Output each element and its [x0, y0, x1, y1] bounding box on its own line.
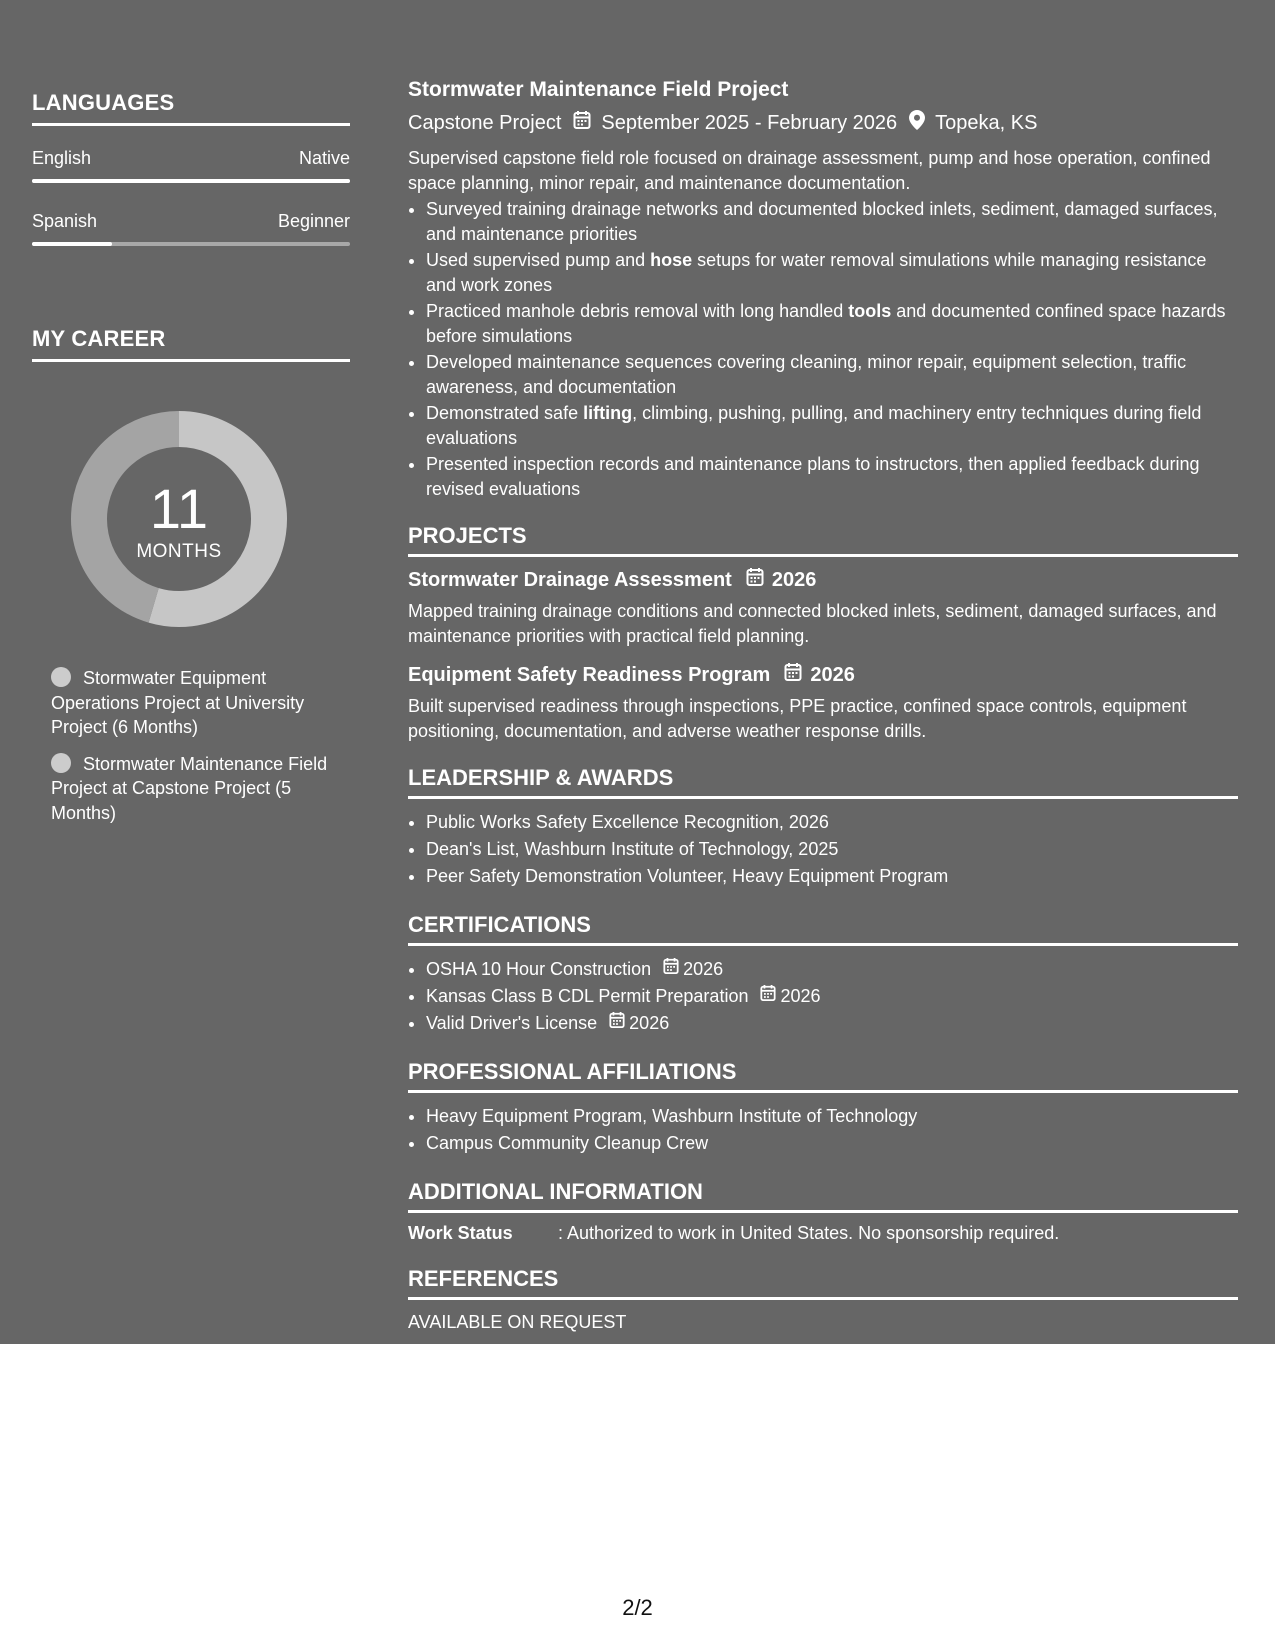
certification-name: • Valid Driver's License	[426, 1013, 598, 1033]
career-heading: MY CAREER	[32, 326, 350, 362]
left-column	[32, 90, 350, 837]
project-description: Built supervised readiness through inspections, PPE practice, confined space controls, equipment positioning, documentation, and adverse weather response drills.	[408, 696, 1187, 741]
project-title: Stormwater Drainage Assessment	[408, 568, 732, 591]
language-item	[32, 211, 350, 246]
language-item	[32, 148, 350, 183]
languages-heading: LANGUAGES	[32, 90, 350, 126]
legend-dot-icon	[51, 753, 71, 773]
calendar-icon	[609, 1010, 625, 1037]
language-level: Native	[298, 148, 350, 168]
career-total-number: 11	[149, 477, 209, 540]
affiliations-heading: PROFESSIONAL AFFILIATIONS	[408, 1059, 1238, 1093]
job-organization: Capstone Project	[408, 111, 562, 134]
career-legend-text: Stormwater Maintenance Field Project at Capstone Project (5 Months)	[51, 753, 328, 823]
career-legend-text: Stormwater Equipment Operations Project at University Project (6 Months)	[51, 668, 305, 737]
certifications-list	[408, 956, 1238, 1037]
job-summary: Supervised capstone field role focused on drainage assessment, pump and hose operation, confined space planning, minor repair, and maintenance documentation.	[408, 148, 1211, 193]
project-year: 2026	[771, 568, 817, 591]
calendar-icon	[760, 983, 776, 1010]
job-bullet: • Used supervised pump and hose setups for water removal simulations while managing resistance and work zones	[426, 248, 1238, 297]
job-meta	[408, 110, 1238, 136]
leadership-item: • Peer Safety Demonstration Volunteer, Heavy Equipment Program	[426, 863, 1238, 890]
project-item	[408, 567, 1238, 648]
projects-heading: PROJECTS	[408, 523, 1238, 557]
leadership-heading: LEADERSHIP & AWARDS	[408, 765, 1238, 799]
language-name: English	[32, 148, 92, 168]
certifications-heading: CERTIFICATIONS	[408, 912, 1238, 946]
job-bullets	[408, 197, 1238, 501]
calendar-icon	[784, 662, 802, 688]
career-donut-chart	[66, 406, 292, 632]
leadership-item: • Dean's List, Washburn Institute of Technology, 2025	[426, 836, 1238, 863]
certification-item	[426, 983, 1238, 1010]
affiliations-list	[408, 1103, 1238, 1157]
language-level-fill	[32, 242, 112, 246]
career-legend-item	[51, 666, 341, 740]
calendar-icon	[663, 956, 679, 983]
location-pin-icon	[909, 110, 925, 136]
job-bullet: • Demonstrated safe lifting, climbing, pushing, pulling, and machinery entry techniques during field evaluations	[426, 401, 1238, 450]
career-legend	[51, 666, 341, 825]
language-level-bar	[32, 179, 350, 183]
project-description: Mapped training drainage conditions and connected blocked inlets, sediment, damaged surfaces, and maintenance priorities with practical field planning.	[408, 601, 1217, 646]
affiliation-item: • Heavy Equipment Program, Washburn Institute of Technology	[426, 1103, 1238, 1130]
certification-year: 2026	[629, 1013, 670, 1033]
career-legend-item	[51, 752, 341, 826]
certification-name: • OSHA 10 Hour Construction	[426, 959, 652, 979]
language-level-fill	[32, 179, 350, 183]
project-title: Equipment Safety Readiness Program	[408, 663, 771, 686]
job-bullet: • Developed maintenance sequences covering cleaning, minor repair, equipment selection, traffic awareness, and documentation	[426, 350, 1238, 399]
certification-item	[426, 1010, 1238, 1037]
additional-info-heading: ADDITIONAL INFORMATION	[408, 1179, 1238, 1213]
affiliation-item: • Campus Community Cleanup Crew	[426, 1130, 1238, 1157]
references-text: AVAILABLE ON REQUEST	[408, 1312, 627, 1332]
language-level: Beginner	[277, 211, 350, 231]
references-heading: REFERENCES	[408, 1266, 1238, 1300]
project-year: 2026	[810, 663, 855, 686]
certification-year: 2026	[780, 986, 821, 1006]
page-number: 2/2	[622, 1595, 653, 1620]
work-status-label: Work Status	[408, 1223, 513, 1243]
job-location: Topeka, KS	[935, 111, 1038, 134]
career-total-unit: MONTHS	[136, 541, 222, 562]
job-dates: September 2025 - February 2026	[601, 111, 898, 134]
certification-year: 2026	[683, 959, 724, 979]
job-bullet: • Presented inspection records and maintenance plans to instructors, then applied feedback during revised evaluations	[426, 452, 1238, 501]
leadership-item: • Public Works Safety Excellence Recognition, 2026	[426, 809, 1238, 836]
leadership-list	[408, 809, 1238, 890]
certification-item	[426, 956, 1238, 983]
right-column	[408, 78, 1238, 1333]
job-bullet: • Surveyed training drainage networks and documented blocked inlets, sediment, damaged surfaces, and maintenance priorities	[426, 197, 1238, 246]
language-level-bar	[32, 242, 350, 246]
calendar-icon	[746, 567, 764, 593]
calendar-icon	[573, 110, 591, 136]
language-name: Spanish	[32, 211, 98, 231]
certification-name: • Kansas Class B CDL Permit Preparation	[426, 986, 749, 1006]
job-bullet: • Practiced manhole debris removal with long handled tools and documented confined space hazards before simulations	[426, 299, 1238, 348]
project-item	[408, 662, 1238, 743]
work-status-value: : Authorized to work in United States. No sponsorship required.	[558, 1223, 1060, 1243]
legend-dot-icon	[51, 667, 71, 687]
work-status-row	[408, 1223, 1238, 1244]
job-title: Stormwater Maintenance Field Project	[408, 78, 789, 101]
